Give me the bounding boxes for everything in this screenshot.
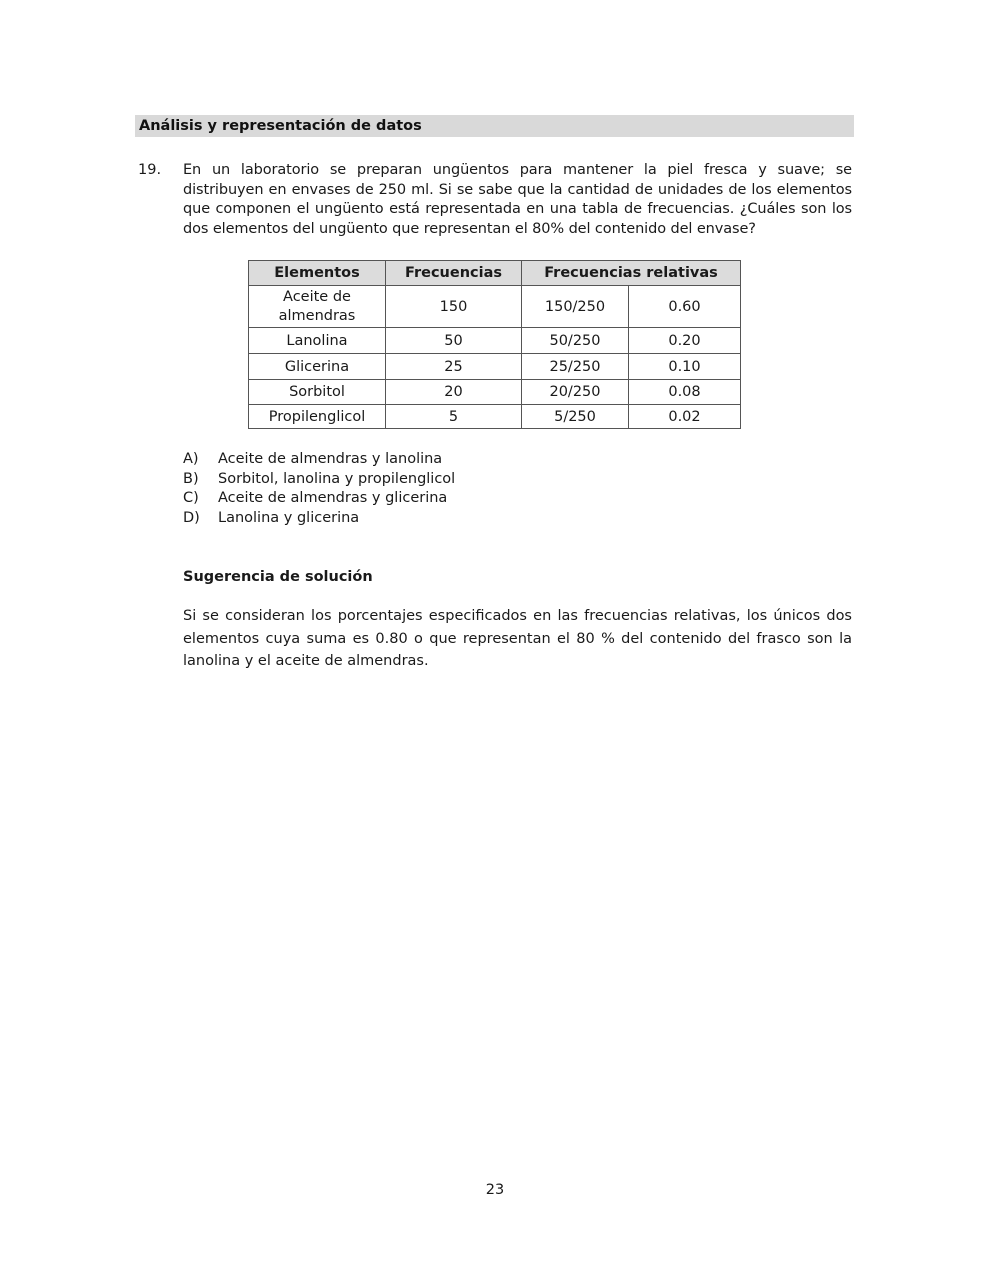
option-text: Aceite de almendras y lanolina — [218, 451, 443, 467]
cell-fraction: 5/250 — [522, 405, 629, 429]
header-frecuencias: Frecuencias — [386, 261, 522, 286]
frequency-table — [248, 260, 741, 429]
cell-element: Propilenglicol — [249, 405, 386, 429]
solution-text: Si se consideran los porcentajes especificados en las frecuencias relativas, los únicos dos elementos cuya suma es 0.80 o que representan el 80 % del contenido del frasco son la lanolina y el aceite de almendras. — [183, 608, 852, 669]
table-row — [249, 380, 741, 405]
cell-frequency: 25 — [386, 354, 522, 380]
cell-decimal: 0.60 — [629, 286, 741, 328]
table-row — [249, 354, 741, 380]
cell-frequency: 150 — [386, 286, 522, 328]
cell-frequency: 20 — [386, 380, 522, 405]
page-number: 23 — [485, 1182, 505, 1198]
cell-decimal: 0.10 — [629, 354, 741, 380]
table-row — [249, 328, 741, 354]
table-row — [249, 286, 741, 328]
question-number: 19. — [138, 162, 162, 178]
option-text: Aceite de almendras y glicerina — [218, 490, 448, 506]
option-a — [183, 450, 455, 470]
option-letter: D) — [183, 509, 200, 526]
cell-fraction: 50/250 — [522, 328, 629, 354]
cell-decimal: 0.08 — [629, 380, 741, 405]
cell-decimal: 0.02 — [629, 405, 741, 429]
option-letter: B) — [183, 470, 199, 487]
table-row — [249, 405, 741, 429]
question-text: En un laboratorio se preparan ungüentos para mantener la piel fresca y suave; se distribuyen en envases de 250 ml. Si se sabe que la cantidad de unidades de los elementos que componen el ungüento está representada en una tabla de frecuencias. ¿Cuáles son los dos elementos del ungüento que representan el 80% del contenido del envase? — [183, 162, 852, 237]
option-b — [183, 470, 455, 490]
cell-element: Sorbitol — [249, 380, 386, 405]
cell-element: Glicerina — [249, 354, 386, 380]
cell-fraction: 150/250 — [522, 286, 629, 328]
option-text: Lanolina y glicerina — [218, 509, 360, 526]
cell-fraction: 20/250 — [522, 380, 629, 405]
option-letter: A) — [183, 451, 199, 467]
cell-frequency: 5 — [386, 405, 522, 429]
cell-fraction: 25/250 — [522, 354, 629, 380]
section-title: Análisis y representación de datos — [135, 115, 854, 137]
option-text: Sorbitol, lanolina y propilenglicol — [218, 470, 456, 487]
table-header-row — [249, 261, 741, 286]
cell-decimal: 0.20 — [629, 328, 741, 354]
cell-element: Lanolina — [249, 328, 386, 354]
option-d — [183, 509, 455, 529]
cell-frequency: 50 — [386, 328, 522, 354]
solution-title: Sugerencia de solución — [183, 569, 373, 585]
header-elementos: Elementos — [249, 261, 386, 286]
header-frecuencias-relativas: Frecuencias relativas — [522, 261, 741, 286]
option-c — [183, 489, 455, 509]
option-letter: C) — [183, 490, 199, 506]
cell-element: Aceite de almendras — [249, 286, 386, 328]
answer-options — [183, 450, 455, 528]
